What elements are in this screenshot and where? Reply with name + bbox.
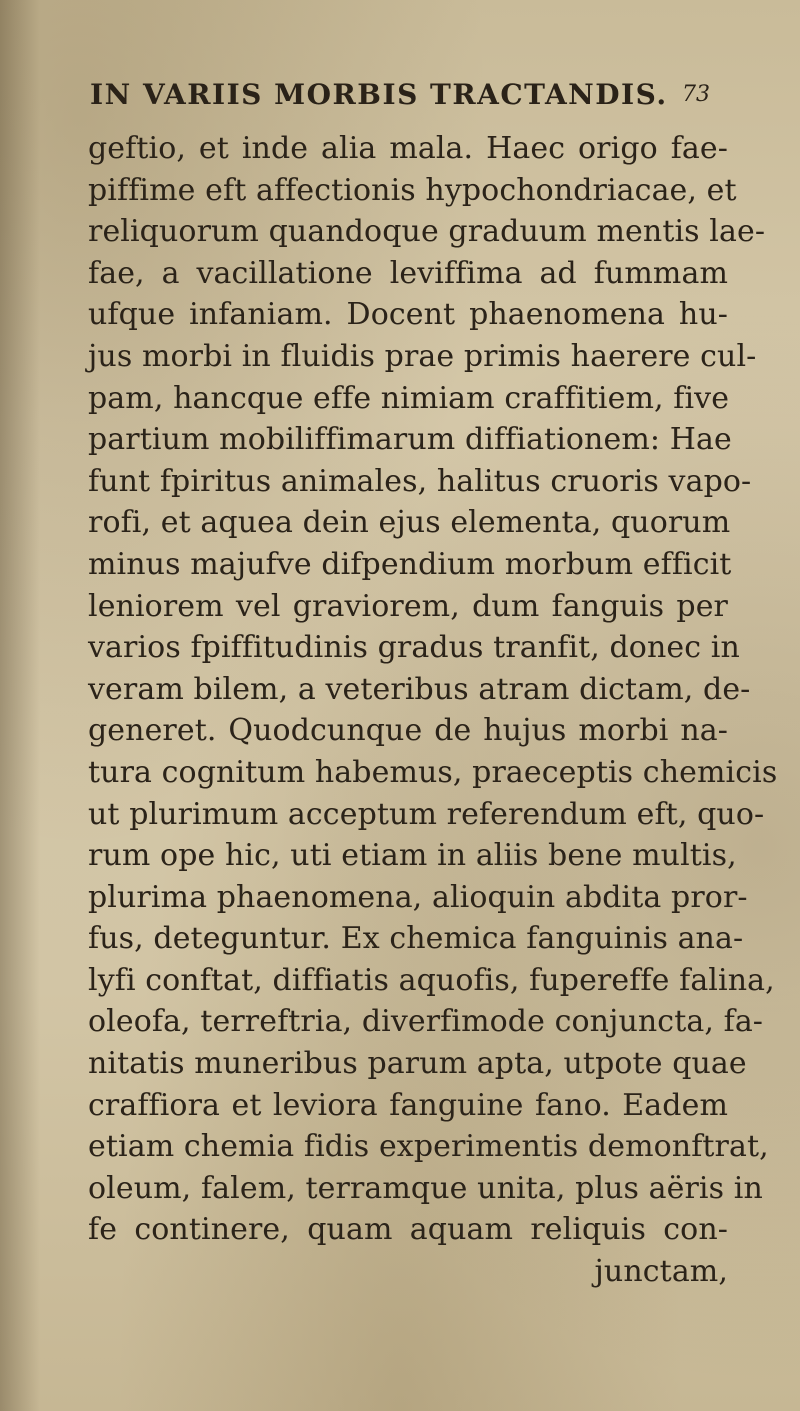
- text-line: pam, hancque effe nimiam craffitiem, five: [88, 380, 730, 416]
- text-line: lyfi conftat, diffiatis aquofis, fupereffe falina,: [88, 962, 775, 998]
- text-line: rum ope hic, uti etiam in aliis bene multis,: [88, 838, 737, 874]
- text-line: funt fpiritus animales, halitus cruoris vapo-: [88, 463, 752, 499]
- text-line: plurima phaenomena, alioquin abdita pror-: [88, 879, 748, 915]
- text-line: oleum, falem, terramque unita, plus aëris in: [88, 1170, 763, 1206]
- text-line: rofi, et aquea dein ejus elementa, quorum: [88, 505, 731, 541]
- text-line: leniorem vel graviorem, dum fanguis per: [88, 588, 728, 624]
- text-line: tura cognitum habemus, praeceptis chemicis: [88, 754, 778, 790]
- page-gutter-shadow: [0, 0, 40, 1411]
- text-line: fus, deteguntur. Ex chemica fanguinis ana-: [88, 921, 744, 957]
- text-line: fe continere, quam aquam reliquis con-: [88, 1212, 728, 1248]
- text-line: reliquorum quandoque graduum mentis lae-: [88, 214, 766, 250]
- text-line: ut plurimum acceptum referendum eft, quo-: [88, 796, 765, 832]
- text-line: generet. Quodcunque de hujus morbi na-: [88, 713, 728, 749]
- text-line: nitatis muneribus parum apta, utpote quae: [88, 1046, 747, 1082]
- running-head-title: IN VARIIS MORBIS TRACTANDIS.: [90, 78, 668, 111]
- text-line: jus morbi in fluidis prae primis haerere cul-: [88, 338, 757, 374]
- body-text: [88, 128, 778, 1293]
- text-line: varios fpiffitudinis gradus tranfit, donec in: [88, 630, 740, 666]
- text-line: veram bilem, a veteribus atram dictam, de-: [88, 671, 751, 707]
- text-line: minus majufve difpendium morbum efficit: [88, 546, 732, 582]
- text-line: piffime eft affectionis hypochondriacae, et: [88, 172, 737, 208]
- running-head: [90, 72, 710, 122]
- text-line: ufque infaniam. Docent phaenomena hu-: [88, 297, 728, 333]
- text-line: oleofa, terreftria, diverfimode conjuncta, fa-: [88, 1004, 764, 1040]
- catchword: junctam,: [594, 1254, 728, 1290]
- page-number: 73: [682, 82, 710, 107]
- text-line: geftio, et inde alia mala. Haec origo fae-: [88, 131, 728, 166]
- text-line: fae, a vacillatione leviffima ad fummam: [88, 255, 728, 291]
- text-line: craffiora et leviora fanguine fano. Eadem: [88, 1087, 728, 1123]
- text-line: etiam chemia fidis experimentis demonftrat,: [88, 1129, 769, 1165]
- text-line: partium mobiliffimarum diffiationem: Hae: [88, 422, 732, 458]
